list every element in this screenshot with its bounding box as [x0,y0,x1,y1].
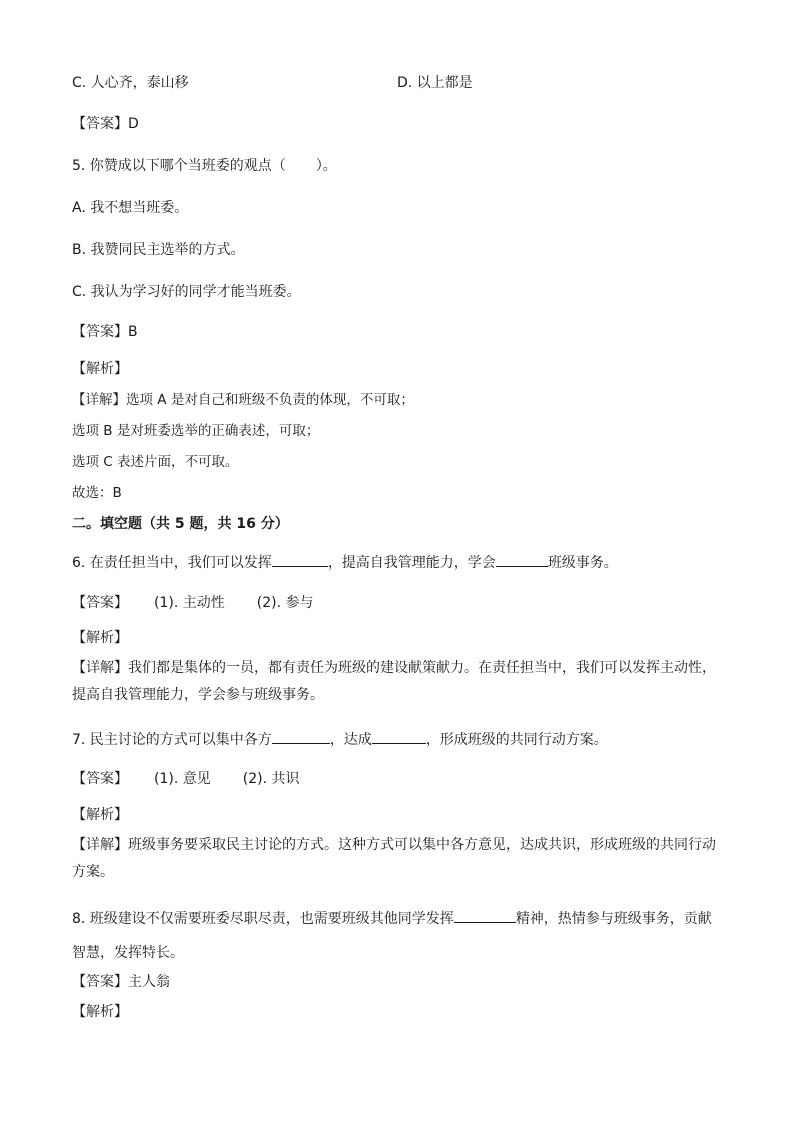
answer-label: 【答案】 [72,771,128,787]
q6-analysis-label: 【解析】 [72,630,128,646]
q8-stem-part: 精神，热情参与班级事务，贡献智慧，发挥特长。 [72,911,712,961]
fill-blank [272,729,330,744]
q6-detail [72,655,724,709]
q5-answer [72,323,138,341]
q5-option-a: A. 我不想当班委。 [72,200,189,216]
q7-analysis-label: 【解析】 [72,807,128,823]
q5-option-b: B. 我赞同民主选举的方式。 [72,242,245,258]
q5-analysis-label: 【解析】 [72,361,128,377]
fill-blank [372,729,426,744]
detail-label: 【详解】 [72,660,128,676]
detail-text: 选项 A 是对自己和班级不负责的体现，不可取； [126,392,414,408]
answer-label: 【答案】 [72,116,128,132]
q5-conclusion: 故选：B [72,485,122,501]
answer-value: D [128,116,139,132]
answer-2: (2). 共识 [242,771,300,787]
q7-stem-part: ，达成 [329,732,372,748]
answer-value: B [128,324,138,340]
q8-answer [72,973,170,991]
detail-text: 我们都是集体的一员，都有责任为班级的建设献策献力。在责任担当中，我们可以发挥主动性，提高自我管理能力，学会参与班级事务。 [72,660,716,703]
answer-label: 【答案】 [72,324,128,340]
q6-answer [72,594,313,612]
fill-blank [496,552,548,567]
answer-2: (2). 参与 [256,595,314,611]
detail-label: 【详解】 [72,392,126,408]
section-title: 二。填空题（共 5 题，共 16 分） [72,516,289,532]
q8-stem-part: 8. 班级建设不仅需要班委尽职尽责，也需要班级其他同学发挥 [72,911,454,927]
q6-stem [72,552,618,572]
q5-option-c: C. 我认为学习好的同学才能当班委。 [72,284,301,300]
q8-analysis-label: 【解析】 [72,1004,128,1020]
answer-label: 【答案】 [72,974,128,990]
answer-1: (1). 主动性 [154,595,225,611]
q5-stem-part: 5. 你赞成以下哪个当班委的观点（ [72,158,286,174]
q4-option-d: D. 以上都是 [397,75,473,91]
q5-stem [72,157,337,175]
q6-stem-part: 6. 在责任担当中，我们可以发挥 [72,555,272,571]
q7-stem [72,729,608,749]
q4-answer [72,115,139,133]
fill-blank [272,552,328,567]
q5-stem-part: ）。 [315,158,337,174]
detail-text: 班级事务要采取民主讨论的方式。这种方式可以集中各方意见，达成共识，形成班级的共同行动方案。 [72,837,716,880]
q5-detail-1 [72,391,414,409]
answer-label: 【答案】 [72,595,128,611]
q7-detail [72,832,724,886]
answer-value: 主人翁 [128,974,170,990]
q7-stem-part: ，形成班级的共同行动方案。 [425,732,608,748]
q5-detail-3: 选项 C 表述片面，不可取。 [72,454,239,470]
q6-stem-part: ，提高自我管理能力，学会 [327,555,496,571]
q5-detail-2: 选项 B 是对班委选举的正确表述，可取； [72,423,320,439]
q8-stem [72,902,724,970]
fill-blank [454,908,516,923]
detail-label: 【详解】 [72,837,128,853]
answer-1: (1). 意见 [154,771,211,787]
q6-stem-part: 班级事务。 [547,555,618,571]
q7-stem-part: 7. 民主讨论的方式可以集中各方 [72,732,272,748]
q7-answer [72,770,299,788]
q4-option-c: C. 人心齐，泰山移 [72,75,189,91]
